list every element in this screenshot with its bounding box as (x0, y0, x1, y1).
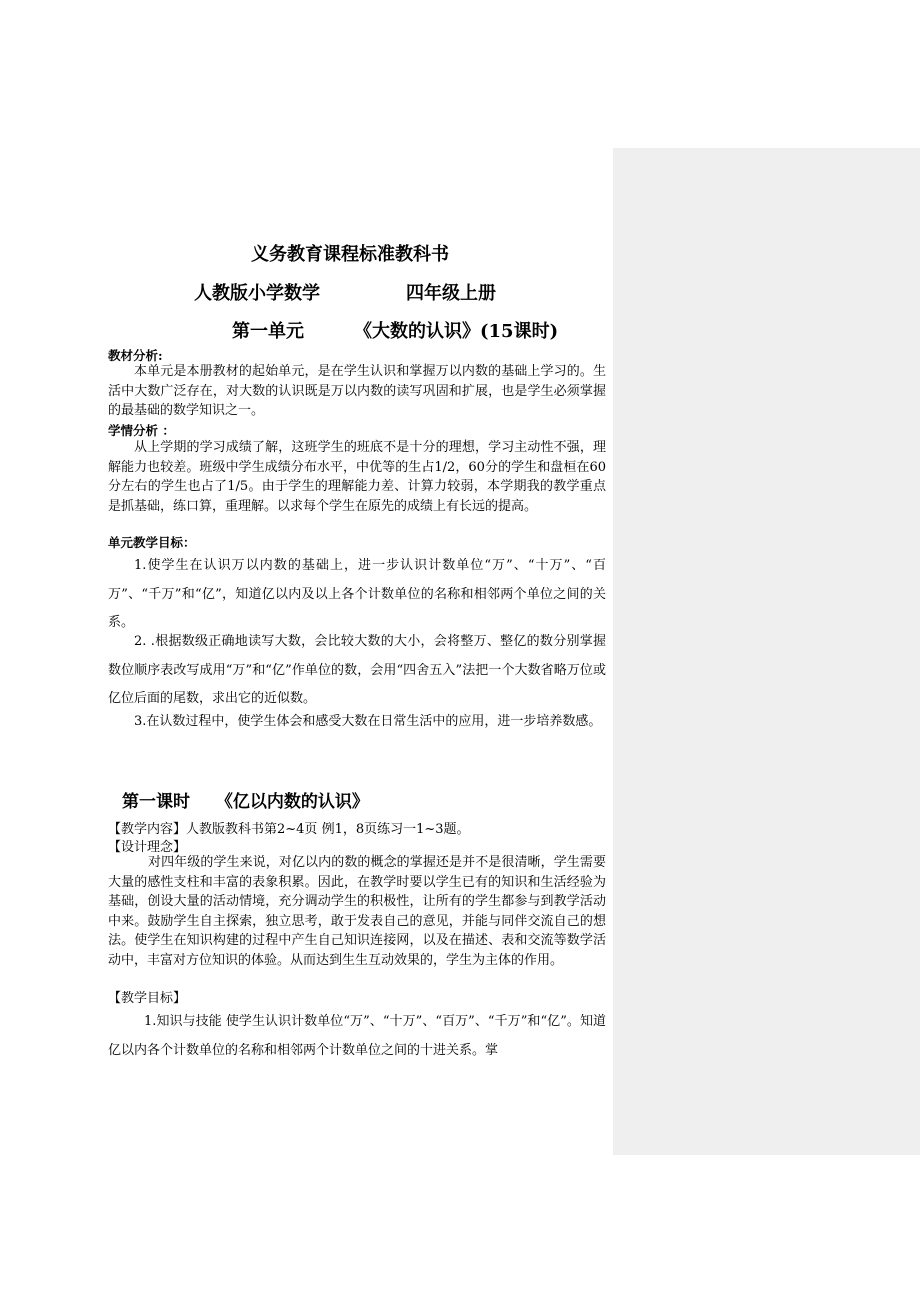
teaching-goals-label: 【教学目标】 (108, 991, 187, 1006)
unit-number: 第一单元 (232, 321, 304, 342)
teaching-goal-1: 1.知识与技能 使学生认识计数单位“万”、“十万”、“百万”、“千万”和“亿”。知道亿以内各个计数单位的名称和相邻两个计数单位之间的十进关系。掌 (108, 1014, 606, 1058)
lesson-number: 第一课时 (122, 792, 190, 812)
student-analysis-label: 学情分析 ： (108, 423, 175, 438)
comment-margin-pane (613, 148, 920, 1155)
document-title: 义务教育课程标准教科书 (251, 244, 449, 265)
grade-volume: 四年级上册 (406, 283, 496, 304)
material-analysis-label: 教材分析: (108, 348, 163, 363)
unit-title: 《大数的认识》(15课时) (354, 321, 559, 342)
student-analysis-text: 从上学期的学习成绩了解，这班学生的班底不是十分的理想，学习主动性不强，理解能力也较差。班级中学生成绩分布水平，中优等的生占1/2，60分的学生和盘桓在60分左右的学生也占了1/5。由于学生的理解能力差、计算力较弱，本学期我的教学重点是抓基础，练口算，重理解。以求每个学生在原先的成绩上有长远的提高。 (108, 440, 606, 514)
design-concept-label: 【设计理念】 (108, 840, 187, 855)
design-concept-text: 对四年级的学生来说，对亿以内的数的概念的掌握还是并不是很清晰，学生需要大量的感性支柱和丰富的表象积累。因此，在教学时要以学生已有的知识和生活经验为基础，创设大量的活动情境，充分调动学生的积极性，让所有的学生都参与到教学活动中来。鼓励学生自主探索，独立思考，敢于发表自己的意见，并能与同伴交流自己的想法。使学生在知识构建的过程中产生自己知识连接网，以及在描述、表和交流等数学活动中，丰富对方位知识的体验。从而达到生生互动效果的，学生为主体的作用。 (108, 855, 606, 968)
unit-goals-label: 单元教学目标： (108, 535, 196, 550)
unit-goal-2: 2. .根据数级正确地读写大数，会比较大数的大小，会将整万、整亿的数分别掌握数位顺序表改写成用“万”和“亿”作单位的数，会用“四舍五入”法把一个大数省略万位或亿位后面的尾数，求出它的近似数。 (108, 634, 606, 706)
unit-goal-3: 3.在认数过程中，使学生体会和感受大数在日常生活中的应用，进一步培养数感。 (134, 714, 602, 729)
teaching-content: 【教学内容】人教版教科书第2~4页 例1，8页练习一1~3题。 (108, 822, 470, 837)
material-analysis-text: 本单元是本册教材的起始单元，是在学生认识和掌握万以内数的基础上学习的。生活中大数广泛存在，对大数的认识既是万以内数的读写巩固和扩展，也是学生必须掌握的最基础的数学知识之一。 (108, 364, 606, 418)
lesson-topic: 《亿以内数的认识》 (215, 792, 369, 812)
lesson-title (122, 787, 369, 812)
unit-goal-1: 1.使学生在认识万以内数的基础上，进一步认识计数单位“万”、“十万”、“百万”、“千万”和“亿”，知道亿以内及以上各个计数单位的名称和相邻两个单位之间的关系。 (108, 558, 606, 630)
textbook-edition: 人教版小学数学 (194, 283, 320, 304)
